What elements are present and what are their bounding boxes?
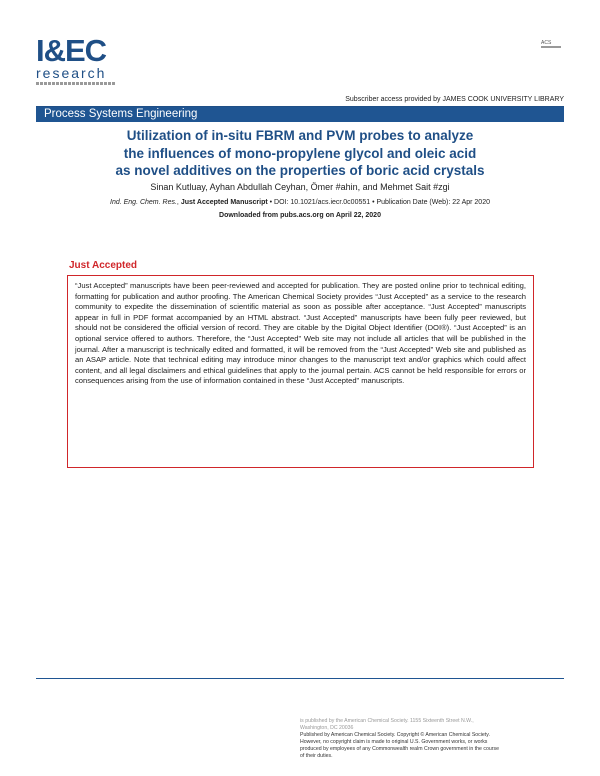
doi-and-date: • DOI: 10.1021/acs.iecr.0c00551 • Publication Date (Web): 22 Apr 2020 xyxy=(267,199,490,206)
download-notice: Downloaded from pubs.acs.org on April 22, 2020 xyxy=(219,212,381,219)
footer-line: Published by American Chemical Society. Copyright © American Chemical Society. xyxy=(300,732,490,738)
title-line: Utilization of in-situ FBRM and PVM probes to analyze xyxy=(126,128,474,143)
footer-rule xyxy=(36,678,564,679)
footer-line: of their duties. xyxy=(300,753,333,759)
just-accepted-heading: Just Accepted xyxy=(69,260,137,271)
title-line: as novel additives on the properties of boric acid crystals xyxy=(115,163,485,178)
acs-logo-bars xyxy=(541,46,561,48)
citation-sep: , xyxy=(176,199,181,206)
title-line: the influences of mono-propylene glycol and oleic acid xyxy=(123,145,477,161)
just-accepted-text: “Just Accepted” manuscripts have been peer-reviewed and accepted for publication. They are posted online prior to technical editing, formatting for publication and author proofing. The American Chemical Society provides “Just Accepted” as a service to the research community to expedite the dissemination of scientific material as soon as possible after acceptance. “Just Accepted” manuscripts appear in full in PDF format accompanied by an HTML abstract. “Just Accepted” manuscripts have been fully peer reviewed, but should not be considered the official version of record. They are citable by the Digital Object Identifier (DOI®). “Just Accepted” is an optional service offered to authors. Therefore, the “Just Accepted” Web site may not include all articles that will be published in the journal. After a manuscript is technically edited and formatted, it will be removed from the “Just Accepted” Web site and published as an ASAP article. Note that technical editing may introduce minor changes to the manuscript text and/or graphics which could affect content, and all legal disclaimers and ethical guidelines that apply to the journal pertain. ACS cannot be held responsible for errors or consequences arising from the use of information contained in these “Just Accepted” manuscripts. xyxy=(75,281,526,386)
footer-line: Washington, DC 20036 xyxy=(300,725,354,731)
citation-line xyxy=(36,199,564,206)
footer-line: is published by the American Chemical Society. 1155 Sixteenth Street N.W., xyxy=(300,718,474,724)
logo-main-text: I&EC xyxy=(36,33,107,68)
subscriber-access-line: Subscriber access provided by JAMES COOK UNIVERSITY LIBRARY xyxy=(345,96,564,103)
logo-sub-text: research xyxy=(36,65,107,81)
publisher-footer xyxy=(300,718,564,760)
section-banner: Process Systems Engineering xyxy=(36,107,564,122)
journal-abbrev: Ind. Eng. Chem. Res. xyxy=(110,199,177,206)
footer-line: However, no copyright claim is made to original U.S. Government works, or works xyxy=(300,739,488,745)
acs-logo-icon: ACS xyxy=(541,40,552,46)
author-list: Sinan Kutluay, Ayhan Abdullah Ceyhan, Ömer #ahin, and Mehmet Sait #zgi xyxy=(150,182,450,192)
article-title xyxy=(60,127,540,180)
manuscript-status: Just Accepted Manuscript xyxy=(180,199,268,206)
footer-line: produced by employees of any Commonwealth realm Crown government in the course xyxy=(300,746,499,752)
logo-tagline xyxy=(36,82,116,85)
journal-logo xyxy=(36,33,156,85)
just-accepted-box xyxy=(67,275,534,468)
